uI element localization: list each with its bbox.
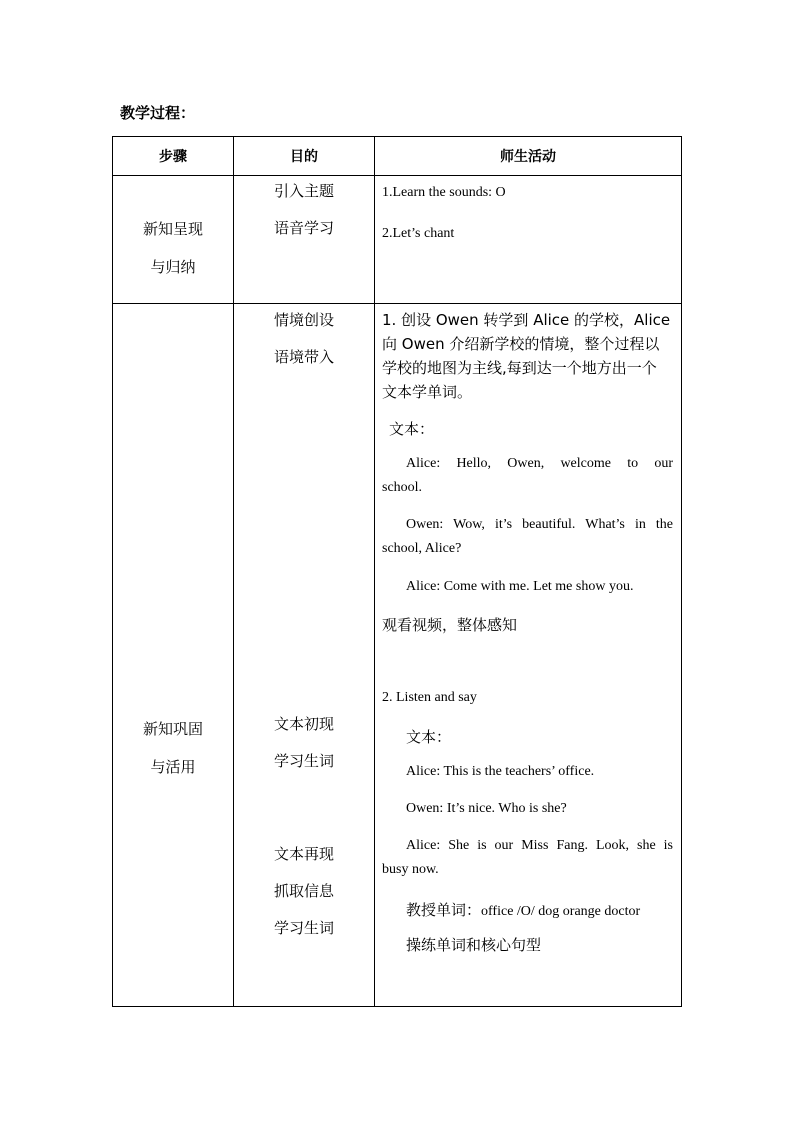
dialogue-line: Alice: Come with me. Let me show you. [406, 579, 634, 594]
vocab-words: office /O/ dog orange doctor [481, 904, 641, 919]
dialogue-line: school. [382, 480, 423, 495]
step-line: 与归纳 [150, 258, 196, 276]
vocab-prefix: 教授单词： [406, 901, 482, 919]
dialogue-line: Alice: She is our Miss Fang. Look, she is [406, 838, 673, 853]
activity-title: 2. Listen and say [382, 690, 477, 705]
activities-cell [375, 176, 682, 304]
activity-line: 1.Learn the sounds: O [382, 185, 506, 200]
header-purpose: 目的 [234, 137, 375, 176]
vocab-line [406, 899, 640, 920]
purpose-line: 语境带入 [273, 348, 334, 366]
purpose-line: 抓取信息 [273, 882, 334, 900]
activity-note: 观看视频，整体感知 [382, 616, 518, 634]
purpose-cell [234, 304, 375, 1007]
activity-intro-line: 学校的地图为主线,每到达一个地方出一个 [382, 359, 657, 377]
purpose-cell [234, 176, 375, 304]
step-line: 与活用 [150, 758, 196, 776]
purpose-line: 学习生词 [273, 752, 334, 770]
dialogue-line: Owen: Wow, it’s beautiful. What’s in the [406, 517, 673, 532]
table-row [113, 304, 682, 1007]
activities-cell [375, 304, 682, 1007]
section-heading: 教学过程： [120, 104, 196, 122]
step-cell [113, 176, 234, 304]
purpose-line: 文本再现 [273, 845, 334, 863]
purpose-line: 情境创设 [273, 311, 334, 329]
dialogue-line: busy now. [382, 862, 439, 877]
purpose-line: 语音学习 [273, 219, 334, 237]
dialogue-line: Owen: It’s nice. Who is she? [406, 801, 567, 816]
activity-line: 2.Let’s chant [382, 226, 455, 241]
drill-note: 操练单词和核心句型 [406, 936, 542, 954]
header-step: 步骤 [113, 137, 234, 176]
activity-intro-line: 文本学单词。 [382, 383, 473, 401]
text-label: 文本： [389, 420, 435, 438]
step-line: 新知巩固 [142, 720, 203, 738]
dialogue-line: Alice: This is the teachers’ office. [406, 764, 595, 779]
step-line: 新知呈现 [142, 220, 203, 238]
dialogue-line: school, Alice? [382, 541, 462, 556]
lesson-process-table [112, 136, 682, 1007]
purpose-line: 文本初现 [273, 715, 334, 733]
header-activities: 师生活动 [375, 137, 682, 176]
table-row [113, 176, 682, 304]
activity-intro-line: 向 Owen 介绍新学校的情境，整个过程以 [382, 335, 660, 353]
activity-intro-line: 1. 创设 Owen 转学到 Alice 的学校，Alice [382, 311, 671, 329]
purpose-line: 学习生词 [273, 919, 334, 937]
dialogue-line: Alice: Hello, Owen, welcome to our [406, 456, 673, 471]
table-header-row [113, 137, 682, 176]
text-label: 文本： [406, 728, 452, 746]
purpose-line: 引入主题 [273, 182, 334, 200]
step-cell [113, 304, 234, 1007]
